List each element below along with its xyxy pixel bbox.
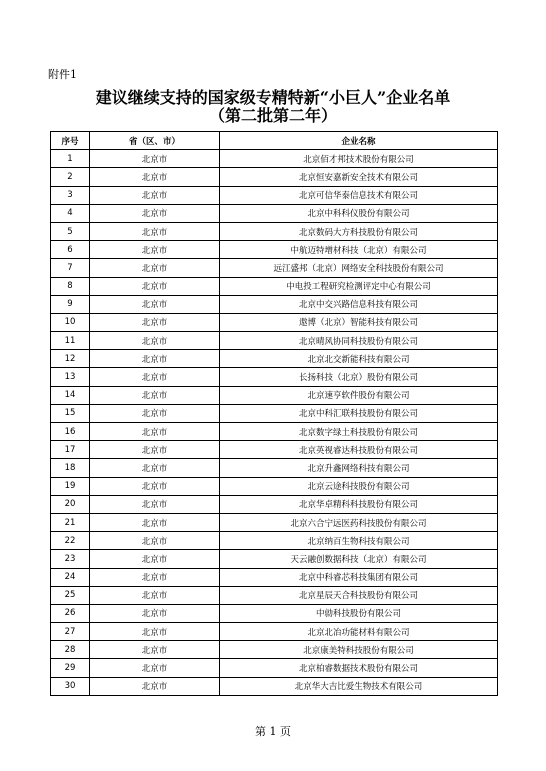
- cell-province: 北京市: [90, 477, 220, 495]
- cell-company-name: 中勍科技股份有限公司: [220, 604, 498, 622]
- cell-company-name: 北京中交兴路信息科技有限公司: [220, 295, 498, 313]
- cell-serial-number: 2: [51, 168, 90, 186]
- table-row: [51, 441, 498, 459]
- cell-company-name: 北京晴风协同科技股份有限公司: [220, 332, 498, 350]
- cell-company-name: 中航迈特增材科技（北京）有限公司: [220, 241, 498, 259]
- cell-company-name: 北京华大吉比爱生物技术有限公司: [220, 677, 498, 695]
- table-row: [51, 313, 498, 331]
- cell-province: 北京市: [90, 641, 220, 659]
- cell-province: 北京市: [90, 350, 220, 368]
- cell-serial-number: 6: [51, 241, 90, 259]
- cell-serial-number: 26: [51, 604, 90, 622]
- cell-province: 北京市: [90, 277, 220, 295]
- cell-serial-number: 17: [51, 441, 90, 459]
- cell-province: 北京市: [90, 295, 220, 313]
- cell-serial-number: 23: [51, 550, 90, 568]
- cell-serial-number: 29: [51, 659, 90, 677]
- cell-serial-number: 25: [51, 586, 90, 604]
- cell-serial-number: 13: [51, 368, 90, 386]
- cell-company-name: 北京升鑫网络科技有限公司: [220, 459, 498, 477]
- cell-company-name: 远江盛邦（北京）网络安全科技股份有限公司: [220, 259, 498, 277]
- cell-province: 北京市: [90, 550, 220, 568]
- table-row: [51, 477, 498, 495]
- cell-province: 北京市: [90, 204, 220, 222]
- table-row: [51, 513, 498, 531]
- cell-province: 北京市: [90, 459, 220, 477]
- cell-serial-number: 10: [51, 313, 90, 331]
- cell-company-name: 北京速亨软件股份有限公司: [220, 386, 498, 404]
- cell-company-name: 北京北交新能科技有限公司: [220, 350, 498, 368]
- cell-province: 北京市: [90, 677, 220, 695]
- table-row: [51, 277, 498, 295]
- table-row: [51, 204, 498, 222]
- cell-company-name: 北京云途科技股份有限公司: [220, 477, 498, 495]
- cell-serial-number: 14: [51, 386, 90, 404]
- table-row: [51, 459, 498, 477]
- cell-province: 北京市: [90, 332, 220, 350]
- header-serial-number: 序号: [51, 132, 90, 150]
- cell-serial-number: 5: [51, 222, 90, 240]
- table-row: [51, 532, 498, 550]
- cell-company-name: 长扬科技（北京）股份有限公司: [220, 368, 498, 386]
- cell-company-name: 北京可信华泰信息技术有限公司: [220, 186, 498, 204]
- cell-province: 北京市: [90, 513, 220, 531]
- cell-company-name: 北京数字绿土科技股份有限公司: [220, 423, 498, 441]
- table-row: [51, 550, 498, 568]
- cell-province: 北京市: [90, 495, 220, 513]
- table-body: [51, 150, 498, 696]
- cell-serial-number: 16: [51, 423, 90, 441]
- cell-company-name: 北京英视睿达科技股份有限公司: [220, 441, 498, 459]
- cell-company-name: 北京中科睿芯科技集团有限公司: [220, 568, 498, 586]
- cell-province: 北京市: [90, 404, 220, 422]
- cell-company-name: 北京柏睿数据技术股份有限公司: [220, 659, 498, 677]
- table-row: [51, 495, 498, 513]
- cell-serial-number: 28: [51, 641, 90, 659]
- cell-company-name: 北京恒安嘉新安全技术有限公司: [220, 168, 498, 186]
- table-row: [51, 241, 498, 259]
- cell-province: 北京市: [90, 623, 220, 641]
- cell-province: 北京市: [90, 441, 220, 459]
- cell-company-name: 北京中科科仪股份有限公司: [220, 204, 498, 222]
- table-row: [51, 259, 498, 277]
- header-province: 省（区、市）: [90, 132, 220, 150]
- table-header-row: [51, 132, 498, 150]
- table-row: [51, 641, 498, 659]
- cell-serial-number: 22: [51, 532, 90, 550]
- cell-serial-number: 7: [51, 259, 90, 277]
- table-row: [51, 168, 498, 186]
- table-row: [51, 332, 498, 350]
- cell-company-name: 中电投工程研究检测评定中心有限公司: [220, 277, 498, 295]
- document-subtitle: （第二批第二年）: [208, 106, 337, 125]
- cell-serial-number: 11: [51, 332, 90, 350]
- cell-province: 北京市: [90, 168, 220, 186]
- cell-province: 北京市: [90, 568, 220, 586]
- cell-province: 北京市: [90, 586, 220, 604]
- cell-province: 北京市: [90, 259, 220, 277]
- cell-province: 北京市: [90, 222, 220, 240]
- cell-province: 北京市: [90, 241, 220, 259]
- cell-province: 北京市: [90, 532, 220, 550]
- cell-serial-number: 9: [51, 295, 90, 313]
- cell-company-name: 北京数码大方科技股份有限公司: [220, 222, 498, 240]
- cell-serial-number: 3: [51, 186, 90, 204]
- cell-serial-number: 15: [51, 404, 90, 422]
- table-row: [51, 659, 498, 677]
- cell-company-name: 北京六合宁远医药科技股份有限公司: [220, 513, 498, 531]
- cell-company-name: 天云融创数据科技（北京）有限公司: [220, 550, 498, 568]
- document-title: 建议继续支持的国家级专精特新“小巨人”企业名单: [95, 88, 451, 107]
- cell-company-name: 北京中科汇联科技股份有限公司: [220, 404, 498, 422]
- cell-province: 北京市: [90, 423, 220, 441]
- cell-serial-number: 12: [51, 350, 90, 368]
- cell-company-name: 北京纳百生物科技有限公司: [220, 532, 498, 550]
- cell-serial-number: 21: [51, 513, 90, 531]
- cell-serial-number: 4: [51, 204, 90, 222]
- header-company-name: 企业名称: [220, 132, 498, 150]
- cell-company-name: 北京佰才邦技术股份有限公司: [220, 150, 498, 168]
- table-row: [51, 386, 498, 404]
- table-row: [51, 150, 498, 168]
- table-row: [51, 568, 498, 586]
- cell-province: 北京市: [90, 186, 220, 204]
- cell-serial-number: 19: [51, 477, 90, 495]
- attachment-label: 附件1: [48, 68, 77, 81]
- cell-province: 北京市: [90, 313, 220, 331]
- company-table: [50, 131, 498, 696]
- table-row: [51, 368, 498, 386]
- cell-company-name: 北京星辰天合科技股份有限公司: [220, 586, 498, 604]
- table-row: [51, 404, 498, 422]
- table-row: [51, 350, 498, 368]
- cell-province: 北京市: [90, 368, 220, 386]
- table-row: [51, 295, 498, 313]
- cell-company-name: 北京北冶功能材料有限公司: [220, 623, 498, 641]
- table-row: [51, 677, 498, 695]
- cell-province: 北京市: [90, 659, 220, 677]
- cell-serial-number: 20: [51, 495, 90, 513]
- cell-company-name: 遨博（北京）智能科技有限公司: [220, 313, 498, 331]
- table-row: [51, 604, 498, 622]
- table-row: [51, 222, 498, 240]
- cell-serial-number: 8: [51, 277, 90, 295]
- cell-company-name: 北京华卓精科科技股份有限公司: [220, 495, 498, 513]
- table-row: [51, 586, 498, 604]
- cell-province: 北京市: [90, 604, 220, 622]
- cell-company-name: 北京康美特科技股份有限公司: [220, 641, 498, 659]
- table-row: [51, 423, 498, 441]
- page-number: 第 1 页: [255, 725, 291, 738]
- cell-serial-number: 1: [51, 150, 90, 168]
- cell-province: 北京市: [90, 150, 220, 168]
- table-row: [51, 623, 498, 641]
- cell-serial-number: 27: [51, 623, 90, 641]
- cell-serial-number: 24: [51, 568, 90, 586]
- table-row: [51, 186, 498, 204]
- cell-serial-number: 18: [51, 459, 90, 477]
- cell-province: 北京市: [90, 386, 220, 404]
- cell-serial-number: 30: [51, 677, 90, 695]
